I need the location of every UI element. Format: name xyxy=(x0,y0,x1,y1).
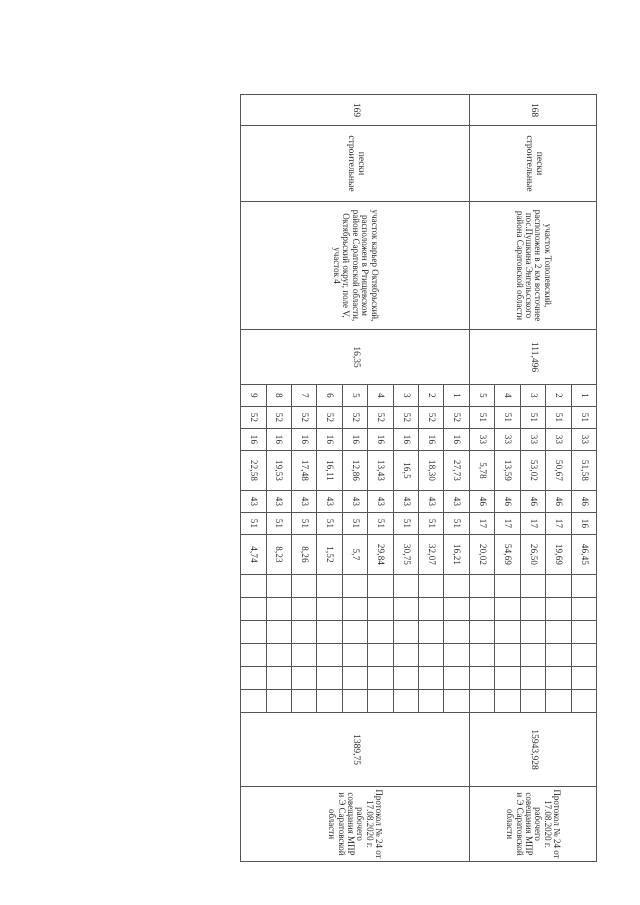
coordinate-cell: 46 xyxy=(520,491,545,513)
coordinate-cell: 51 xyxy=(241,513,267,535)
coordinate-cell: 51 xyxy=(571,407,596,429)
coordinate-cell: 29,84 xyxy=(368,535,393,575)
empty-cell xyxy=(546,598,571,621)
empty-cell xyxy=(495,575,520,598)
table-row xyxy=(444,95,469,862)
empty-cell xyxy=(546,690,571,713)
coordinate-cell: 17 xyxy=(495,513,520,535)
empty-cell xyxy=(317,690,342,713)
coordinate-cell: 5 xyxy=(469,385,494,407)
empty-cell xyxy=(266,644,291,667)
coordinate-cell: 8,26 xyxy=(291,535,316,575)
coordinate-cell: 17 xyxy=(520,513,545,535)
coordinate-cell: 27,73 xyxy=(444,451,469,491)
empty-cell xyxy=(469,575,494,598)
empty-cell xyxy=(546,644,571,667)
coordinate-cell: 20,02 xyxy=(469,535,494,575)
empty-cell xyxy=(495,598,520,621)
empty-cell xyxy=(291,598,316,621)
coordinate-cell: 33 xyxy=(571,429,596,451)
coordinate-cell: 33 xyxy=(546,429,571,451)
coordinate-cell: 1 xyxy=(571,385,596,407)
coordinate-cell: 2 xyxy=(419,385,444,407)
coordinate-cell: 52 xyxy=(317,407,342,429)
coordinate-cell: 43 xyxy=(342,491,367,513)
coordinate-cell: 52 xyxy=(241,407,267,429)
empty-cell xyxy=(393,575,418,598)
empty-cell xyxy=(393,690,418,713)
empty-cell xyxy=(419,690,444,713)
coordinate-cell: 16 xyxy=(291,429,316,451)
area-value: 111,496 xyxy=(469,330,596,385)
coordinate-cell: 18,30 xyxy=(419,451,444,491)
empty-cell xyxy=(546,667,571,690)
empty-cell xyxy=(291,667,316,690)
empty-cell xyxy=(368,690,393,713)
empty-cell xyxy=(342,690,367,713)
empty-cell xyxy=(393,598,418,621)
coordinate-cell: 51 xyxy=(291,513,316,535)
coordinate-cell: 46 xyxy=(546,491,571,513)
coordinate-cell: 16 xyxy=(444,429,469,451)
area-value: 16,35 xyxy=(241,330,470,385)
coordinate-cell: 51 xyxy=(419,513,444,535)
coordinate-cell: 19,69 xyxy=(546,535,571,575)
table-body xyxy=(241,95,597,862)
empty-cell xyxy=(419,621,444,644)
coordinate-cell: 43 xyxy=(368,491,393,513)
coordinate-cell: 51 xyxy=(444,513,469,535)
empty-cell xyxy=(393,644,418,667)
coordinate-cell: 51 xyxy=(368,513,393,535)
empty-cell xyxy=(342,621,367,644)
coordinate-cell: 52 xyxy=(393,407,418,429)
mineral-name: пески строительные xyxy=(469,126,596,202)
coordinate-cell: 16,21 xyxy=(444,535,469,575)
coordinate-cell: 16 xyxy=(241,429,267,451)
coordinate-cell: 17 xyxy=(546,513,571,535)
protocol-reference: Протокол № 24 от 17.08.2020 г. рабочего совещания МПР и Э Саратовской области xyxy=(241,787,470,862)
coordinate-cell: 33 xyxy=(520,429,545,451)
coordinate-cell: 46 xyxy=(469,491,494,513)
empty-cell xyxy=(444,667,469,690)
empty-cell xyxy=(317,598,342,621)
coordinate-cell: 43 xyxy=(317,491,342,513)
empty-cell xyxy=(317,621,342,644)
empty-cell xyxy=(520,598,545,621)
empty-cell xyxy=(520,575,545,598)
coordinate-cell: 43 xyxy=(419,491,444,513)
record-id: 169 xyxy=(241,95,470,126)
empty-cell xyxy=(444,575,469,598)
coordinate-cell: 26,50 xyxy=(520,535,545,575)
coordinate-cell: 43 xyxy=(291,491,316,513)
empty-cell xyxy=(241,667,267,690)
coordinate-cell: 52 xyxy=(368,407,393,429)
coordinate-cell: 43 xyxy=(266,491,291,513)
empty-cell xyxy=(368,598,393,621)
coordinate-cell: 52 xyxy=(419,407,444,429)
empty-cell xyxy=(342,667,367,690)
coordinate-cell: 5 xyxy=(342,385,367,407)
location-description: участок карьер Октябрьский, расположен в Ртищевском районе Саратовской области, Октябрьский округ, поле V, участок 4 xyxy=(241,202,470,330)
coordinate-cell: 51 xyxy=(342,513,367,535)
deposits-table xyxy=(240,94,597,862)
location-description: участок Тополевский, расположен в 2 км восточнее пос.Пушкина Энгельсского района Саратовской области xyxy=(469,202,596,330)
empty-cell xyxy=(419,667,444,690)
empty-cell xyxy=(291,621,316,644)
coordinate-cell: 19,53 xyxy=(266,451,291,491)
coordinate-cell: 54,69 xyxy=(495,535,520,575)
empty-cell xyxy=(495,690,520,713)
empty-cell xyxy=(342,644,367,667)
empty-cell xyxy=(520,621,545,644)
empty-cell xyxy=(291,575,316,598)
coordinate-cell: 4 xyxy=(495,385,520,407)
coordinate-cell: 3 xyxy=(393,385,418,407)
empty-cell xyxy=(520,667,545,690)
coordinate-cell: 51 xyxy=(546,407,571,429)
empty-cell xyxy=(393,621,418,644)
empty-cell xyxy=(419,598,444,621)
empty-cell xyxy=(266,690,291,713)
empty-cell xyxy=(571,598,596,621)
empty-cell xyxy=(495,644,520,667)
coordinate-cell: 9 xyxy=(241,385,267,407)
coordinate-cell: 16 xyxy=(419,429,444,451)
empty-cell xyxy=(317,644,342,667)
empty-cell xyxy=(291,690,316,713)
coordinate-cell: 13,43 xyxy=(368,451,393,491)
coordinate-cell: 13,59 xyxy=(495,451,520,491)
empty-cell xyxy=(266,621,291,644)
resources-value: 15943,928 xyxy=(469,713,596,787)
coordinate-cell: 30,75 xyxy=(393,535,418,575)
empty-cell xyxy=(469,621,494,644)
empty-cell xyxy=(571,621,596,644)
coordinate-cell: 6 xyxy=(317,385,342,407)
empty-cell xyxy=(520,644,545,667)
coordinate-cell: 46,45 xyxy=(571,535,596,575)
coordinate-cell: 8 xyxy=(266,385,291,407)
empty-cell xyxy=(444,644,469,667)
empty-cell xyxy=(571,644,596,667)
coordinate-cell: 17,48 xyxy=(291,451,316,491)
empty-cell xyxy=(266,598,291,621)
empty-cell xyxy=(266,667,291,690)
empty-cell xyxy=(419,575,444,598)
coordinate-cell: 33 xyxy=(495,429,520,451)
coordinate-cell: 52 xyxy=(291,407,316,429)
coordinate-cell: 2 xyxy=(546,385,571,407)
coordinate-cell: 43 xyxy=(393,491,418,513)
coordinate-cell: 16 xyxy=(368,429,393,451)
coordinate-cell: 43 xyxy=(444,491,469,513)
coordinate-cell: 17 xyxy=(469,513,494,535)
empty-cell xyxy=(571,667,596,690)
coordinate-cell: 7 xyxy=(291,385,316,407)
coordinate-cell: 52 xyxy=(266,407,291,429)
coordinate-cell: 32,07 xyxy=(419,535,444,575)
coordinate-cell: 51 xyxy=(317,513,342,535)
resources-value: 1389,75 xyxy=(241,713,470,787)
empty-cell xyxy=(368,575,393,598)
coordinate-cell: 22,58 xyxy=(241,451,267,491)
coordinate-cell: 4,74 xyxy=(241,535,267,575)
empty-cell xyxy=(495,667,520,690)
coordinate-cell: 52 xyxy=(444,407,469,429)
empty-cell xyxy=(393,667,418,690)
empty-cell xyxy=(241,575,267,598)
empty-cell xyxy=(317,575,342,598)
coordinate-cell: 5,78 xyxy=(469,451,494,491)
coordinate-cell: 51 xyxy=(469,407,494,429)
empty-cell xyxy=(444,598,469,621)
coordinate-cell: 16,5 xyxy=(393,451,418,491)
coordinate-cell: 1 xyxy=(444,385,469,407)
empty-cell xyxy=(342,575,367,598)
empty-cell xyxy=(317,667,342,690)
empty-cell xyxy=(368,644,393,667)
mineral-name: пески строительные xyxy=(241,126,470,202)
coordinate-cell: 16 xyxy=(317,429,342,451)
empty-cell xyxy=(495,621,520,644)
record-id: 168 xyxy=(469,95,596,126)
coordinate-cell: 12,86 xyxy=(342,451,367,491)
coordinate-cell: 51 xyxy=(520,407,545,429)
empty-cell xyxy=(342,598,367,621)
empty-cell xyxy=(469,598,494,621)
empty-cell xyxy=(444,621,469,644)
empty-cell xyxy=(241,644,267,667)
coordinate-cell: 46 xyxy=(571,491,596,513)
coordinate-cell: 46 xyxy=(495,491,520,513)
empty-cell xyxy=(419,644,444,667)
coordinate-cell: 50,67 xyxy=(546,451,571,491)
coordinate-cell: 5,7 xyxy=(342,535,367,575)
table-row xyxy=(571,95,596,862)
coordinate-cell: 3 xyxy=(520,385,545,407)
empty-cell xyxy=(266,575,291,598)
empty-cell xyxy=(241,690,267,713)
empty-cell xyxy=(546,575,571,598)
empty-cell xyxy=(241,621,267,644)
coordinate-cell: 16 xyxy=(393,429,418,451)
coordinate-cell: 16 xyxy=(266,429,291,451)
rotated-table-wrapper xyxy=(240,94,597,859)
empty-cell xyxy=(291,644,316,667)
empty-cell xyxy=(469,667,494,690)
coordinate-cell: 33 xyxy=(469,429,494,451)
coordinate-cell: 53,02 xyxy=(520,451,545,491)
empty-cell xyxy=(368,621,393,644)
empty-cell xyxy=(520,690,545,713)
protocol-reference: Протокол № 24 от 17.08.2020 г. рабочего совещания МПР и Э Саратовской области xyxy=(469,787,596,862)
coordinate-cell: 51 xyxy=(393,513,418,535)
empty-cell xyxy=(368,667,393,690)
coordinate-cell: 52 xyxy=(342,407,367,429)
coordinate-cell: 4 xyxy=(368,385,393,407)
empty-cell xyxy=(469,690,494,713)
coordinate-cell: 16 xyxy=(571,513,596,535)
coordinate-cell: 8,23 xyxy=(266,535,291,575)
coordinate-cell: 51,58 xyxy=(571,451,596,491)
coordinate-cell: 51 xyxy=(266,513,291,535)
coordinate-cell: 16 xyxy=(342,429,367,451)
empty-cell xyxy=(571,690,596,713)
empty-cell xyxy=(546,621,571,644)
coordinate-cell: 1,52 xyxy=(317,535,342,575)
empty-cell xyxy=(469,644,494,667)
empty-cell xyxy=(571,575,596,598)
empty-cell xyxy=(241,598,267,621)
empty-cell xyxy=(444,690,469,713)
coordinate-cell: 51 xyxy=(495,407,520,429)
coordinate-cell: 43 xyxy=(241,491,267,513)
coordinate-cell: 16,11 xyxy=(317,451,342,491)
